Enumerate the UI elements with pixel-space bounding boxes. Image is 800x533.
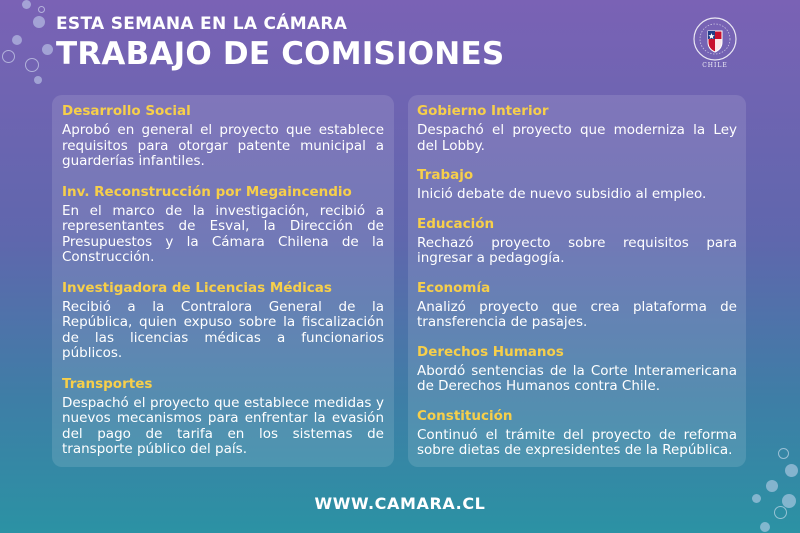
decorative-bubble bbox=[33, 16, 45, 28]
decorative-bubble bbox=[42, 44, 53, 55]
decorative-bubble bbox=[760, 522, 770, 532]
commission-item bbox=[417, 216, 737, 267]
decorative-bubble bbox=[22, 0, 31, 9]
commission-description: Aprobó en general el proyecto que establece requisitos para otorgar patente municipal a guarderías infantiles. bbox=[62, 122, 384, 169]
decorative-bubble bbox=[12, 35, 22, 45]
commission-title: Transportes bbox=[62, 375, 153, 392]
commission-item bbox=[417, 167, 737, 203]
commission-title: Constitución bbox=[417, 407, 513, 424]
commission-title: Inv. Reconstrucción por Megaincendio bbox=[62, 183, 352, 200]
seal-label: CHILE bbox=[702, 62, 728, 69]
commission-item bbox=[62, 184, 384, 266]
commission-title: Economía bbox=[417, 279, 491, 296]
header bbox=[56, 14, 504, 72]
decorative-bubble bbox=[38, 6, 45, 13]
commission-description: Recibió a la Contralora General de la República, quien expuso sobre la fiscalización de las licencias médicas a funcionarios públicos. bbox=[62, 298, 384, 361]
header-kicker: ESTA SEMANA EN LA CÁMARA bbox=[56, 14, 348, 34]
commission-description: Inició debate de nuevo subsidio al empleo. bbox=[417, 186, 707, 202]
commission-item bbox=[417, 103, 737, 154]
commission-description: Abordó sentencias de la Corte Interamericana de Derechos Humanos contra Chile. bbox=[417, 362, 737, 394]
commission-description: Continuó el trámite del proyecto de reforma sobre dietas de expresidentes de la República. bbox=[417, 426, 737, 458]
commission-item bbox=[417, 408, 737, 459]
commission-item bbox=[417, 280, 737, 331]
commission-description: Despachó el proyecto que establece medidas y nuevos mecanismos para enfrentar la evasión del pago de tarifa en los sistemas de transporte público del país. bbox=[62, 394, 384, 457]
decorative-bubble bbox=[34, 76, 42, 84]
commission-description: Rechazó proyecto sobre requisitos para ingresar a pedagogía. bbox=[417, 234, 737, 266]
commission-title: Trabajo bbox=[417, 167, 474, 183]
commission-title: Desarrollo Social bbox=[62, 103, 191, 119]
commission-title: Derechos Humanos bbox=[417, 343, 564, 360]
decorative-bubble bbox=[778, 448, 789, 459]
commissions-panel-right bbox=[408, 95, 746, 467]
commission-title: Investigadora de Licencias Médicas bbox=[62, 279, 332, 296]
chamber-seal-icon bbox=[684, 16, 746, 72]
commission-description: En el marco de la investigación, recibió a representantes de Esval, la Dirección de Presupuestos y la Cámara Chilena de la Construcción. bbox=[62, 202, 384, 265]
commission-title: Gobierno Interior bbox=[417, 103, 549, 119]
commission-description: Analizó proyecto que crea plataforma de transferencia de pasajes. bbox=[417, 298, 737, 330]
commission-title: Educación bbox=[417, 215, 495, 232]
website-link[interactable]: WWW.CAMARA.CL bbox=[314, 494, 486, 513]
decorative-bubble bbox=[785, 464, 798, 477]
commission-item bbox=[62, 280, 384, 362]
commission-item bbox=[62, 376, 384, 458]
commission-description: Despachó el proyecto que moderniza la Ley del Lobby. bbox=[417, 122, 737, 154]
page-title: TRABAJO DE COMISIONES bbox=[56, 36, 505, 72]
commission-item bbox=[62, 103, 384, 170]
commissions-panel-left bbox=[52, 95, 394, 467]
commission-item bbox=[417, 344, 737, 395]
decorative-bubble bbox=[25, 58, 39, 72]
decorative-bubble bbox=[2, 50, 15, 63]
decorative-bubble bbox=[766, 480, 778, 492]
